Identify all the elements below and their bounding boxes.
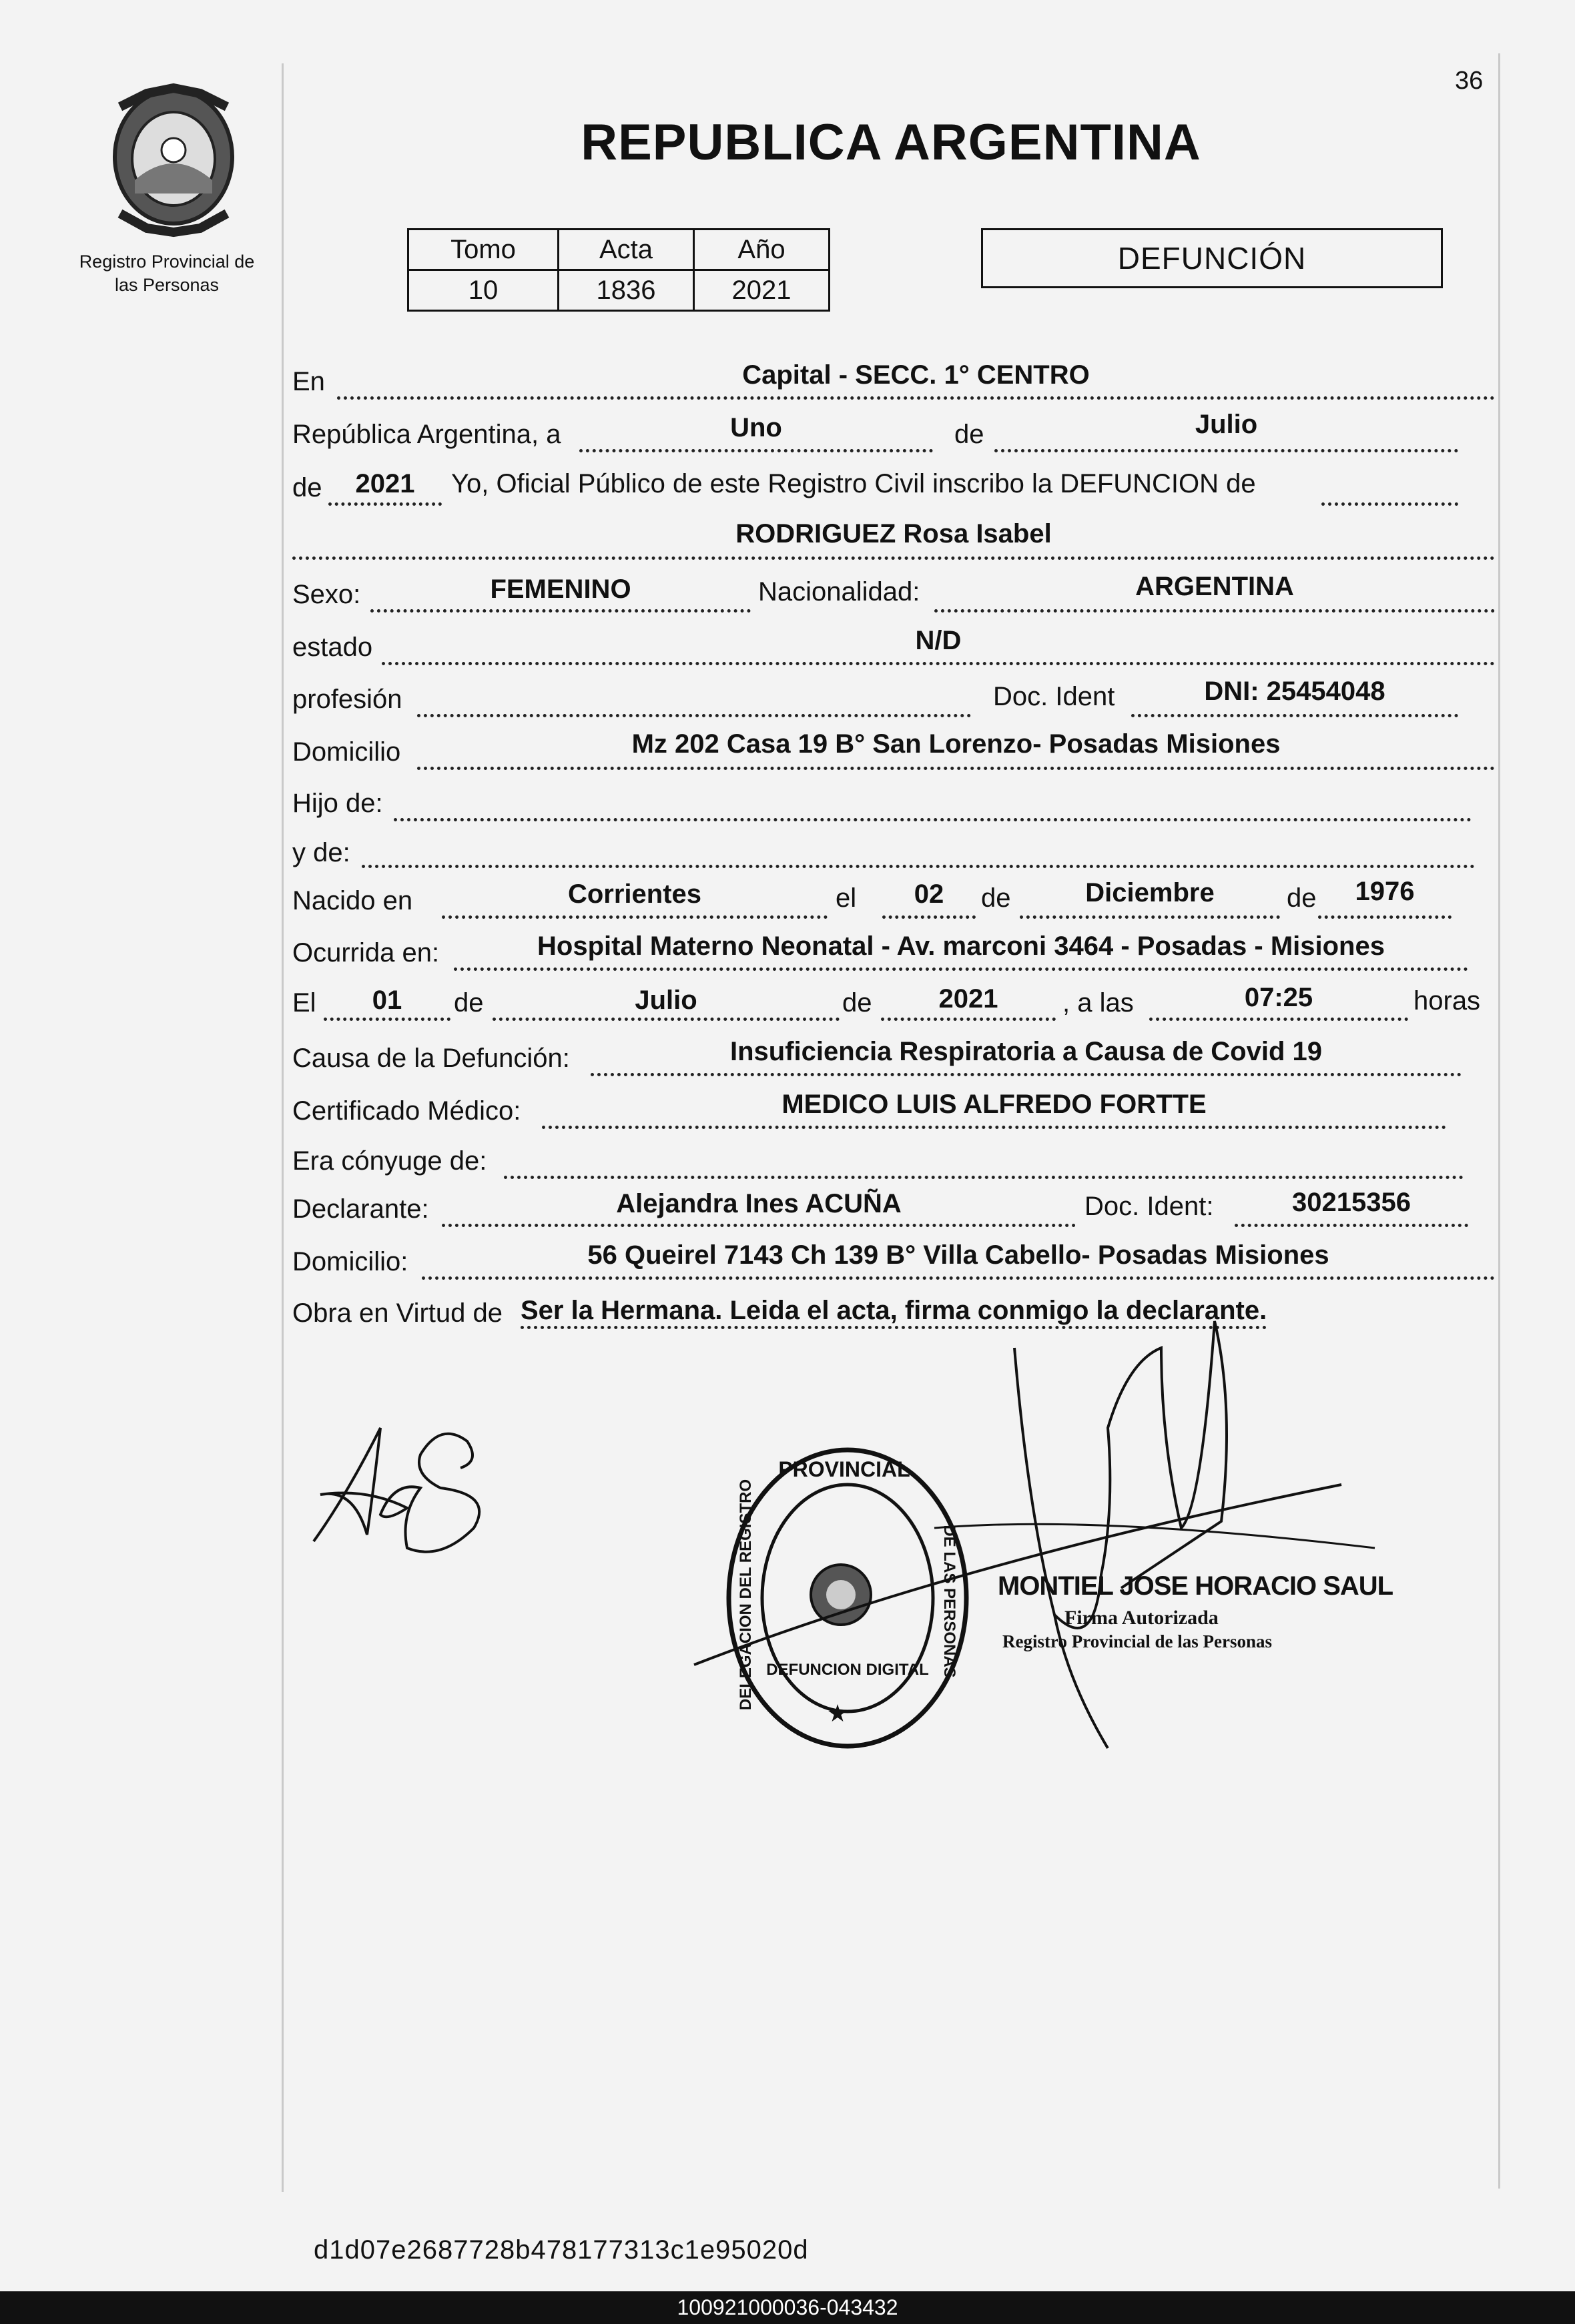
tomo-value: 10 <box>408 270 559 311</box>
registry-name: Registro Provincial de las Personas <box>79 252 255 295</box>
value-declarante-doc: 30215356 <box>1292 1188 1411 1217</box>
label-hijo-de: Hijo de: <box>292 789 383 818</box>
label-profesion: profesión <box>292 685 402 714</box>
official-name: MONTIEL JOSE HORACIO SAUL <box>998 1571 1393 1601</box>
value-dia-texto: Uno <box>730 413 782 442</box>
value-certificado: MEDICO LUIS ALFREDO FORTTE <box>781 1090 1207 1119</box>
value-sexo: FEMENINO <box>490 574 631 604</box>
document-title: REPUBLICA ARGENTINA <box>581 114 1201 171</box>
document-hash: d1d07e2687728b478177313c1e95020d <box>314 2235 809 2265</box>
label-nacido-en: Nacido en <box>292 886 413 915</box>
label-declarante: Declarante: <box>292 1194 429 1224</box>
acta-header: Acta <box>559 230 694 270</box>
value-nacionalidad: ARGENTINA <box>1135 572 1294 601</box>
label-obra: Obra en Virtud de <box>292 1298 503 1328</box>
official-signature <box>694 1308 1401 1775</box>
label-causa: Causa de la Defunción: <box>292 1044 570 1073</box>
label-conyuge: Era cónyuge de: <box>292 1146 487 1176</box>
label-a-las: , a las <box>1062 988 1134 1018</box>
label-doc-ident-declarante: Doc. Ident: <box>1084 1192 1214 1221</box>
value-ocurrida-en: Hospital Materno Neonatal - Av. marconi 3464 - Posadas - Misiones <box>537 931 1385 961</box>
svg-text:★: ★ <box>826 1699 849 1727</box>
value-nombre: RODRIGUEZ Rosa Isabel <box>735 519 1052 548</box>
label-domicilio: Domicilio <box>292 737 401 767</box>
label-de-2: de <box>292 473 322 502</box>
stamp-inner: DEFUNCION DIGITAL <box>766 1661 929 1679</box>
value-causa: Insuficiencia Respiratoria a Causa de Covid 19 <box>730 1037 1322 1066</box>
acta-value: 1836 <box>559 270 694 311</box>
label-y-de: y de: <box>292 838 350 867</box>
label-domicilio-declarante: Domicilio: <box>292 1247 408 1276</box>
label-doc-ident: Doc. Ident <box>993 682 1115 711</box>
label-ocurrida-en: Ocurrida en: <box>292 938 440 967</box>
label-sexo: Sexo: <box>292 580 361 609</box>
stamp-ring-right: DE LAS PERSONAS <box>940 1525 958 1678</box>
label-de-1: de <box>954 420 984 449</box>
label-estado: estado <box>292 633 373 662</box>
official-registry: Registro Provincial de las Personas <box>1002 1631 1272 1651</box>
value-nac-dia: 02 <box>914 879 944 909</box>
record-type-box: DEFUNCIÓN <box>981 228 1443 288</box>
left-margin-line <box>282 63 284 2192</box>
field-blank-1 <box>1321 472 1458 506</box>
value-def-dia: 01 <box>372 986 402 1015</box>
label-certificado: Certificado Médico: <box>292 1096 521 1126</box>
page-number: 36 <box>1455 67 1484 95</box>
value-dni: DNI: 25454048 <box>1204 677 1385 706</box>
value-domicilio: Mz 202 Casa 19 B° San Lorenzo- Posadas Misiones <box>631 729 1281 759</box>
value-def-hora: 07:25 <box>1244 983 1313 1012</box>
field-hijo-de <box>394 787 1472 821</box>
anio-value: 2021 <box>694 270 830 311</box>
value-anio: 2021 <box>355 469 415 498</box>
anio-header: Año <box>694 230 830 270</box>
label-republica: República Argentina, a <box>292 420 561 449</box>
value-mes-texto: Julio <box>1195 410 1258 439</box>
stamp-ring-top: PROVINCIAL <box>778 1457 910 1481</box>
value-obra: Ser la Hermana. Leida el acta, firma conmigo la declarante. <box>521 1296 1267 1329</box>
label-de-3: de <box>981 883 1011 913</box>
barcode-strip <box>0 2291 1575 2324</box>
value-nacido-en: Corrientes <box>567 879 702 909</box>
stamp-ring-left: DELEGACION DEL REGISTRO <box>737 1479 755 1711</box>
field-profesion <box>417 683 971 717</box>
declarant-signature <box>307 1415 494 1568</box>
value-lugar: Capital - SECC. 1° CENTRO <box>742 360 1090 390</box>
value-nac-anio: 1976 <box>1355 877 1415 906</box>
field-conyuge <box>504 1145 1464 1179</box>
tomo-header: Tomo <box>408 230 559 270</box>
field-y-de <box>362 834 1475 868</box>
label-el-cap: El <box>292 988 316 1018</box>
value-estado: N/D <box>915 626 962 655</box>
barcode-text: 100921000036-043432 <box>677 2295 898 2319</box>
record-table <box>407 228 830 312</box>
official-role: Firma Autorizada <box>1064 1607 1219 1629</box>
label-horas: horas <box>1413 986 1481 1016</box>
label-nacionalidad: Nacionalidad: <box>758 577 920 607</box>
value-declarante: Alejandra Ines ACUÑA <box>616 1189 902 1218</box>
label-de-6: de <box>842 988 872 1018</box>
value-def-mes: Julio <box>635 986 697 1015</box>
label-el: el <box>836 883 857 913</box>
value-nac-mes: Diciembre <box>1085 878 1215 907</box>
value-declarante-domicilio: 56 Queirel 7143 Ch 139 B° Villa Cabello- Posadas Misiones <box>587 1240 1329 1270</box>
right-margin-line <box>1498 53 1500 2189</box>
label-de-4: de <box>1287 883 1317 913</box>
label-de-5: de <box>454 988 484 1018</box>
label-yo-oficial: Yo, Oficial Público de este Registro Civil inscribo la DEFUNCION de <box>451 469 1256 498</box>
value-def-anio: 2021 <box>938 984 998 1014</box>
label-en: En <box>292 367 325 396</box>
